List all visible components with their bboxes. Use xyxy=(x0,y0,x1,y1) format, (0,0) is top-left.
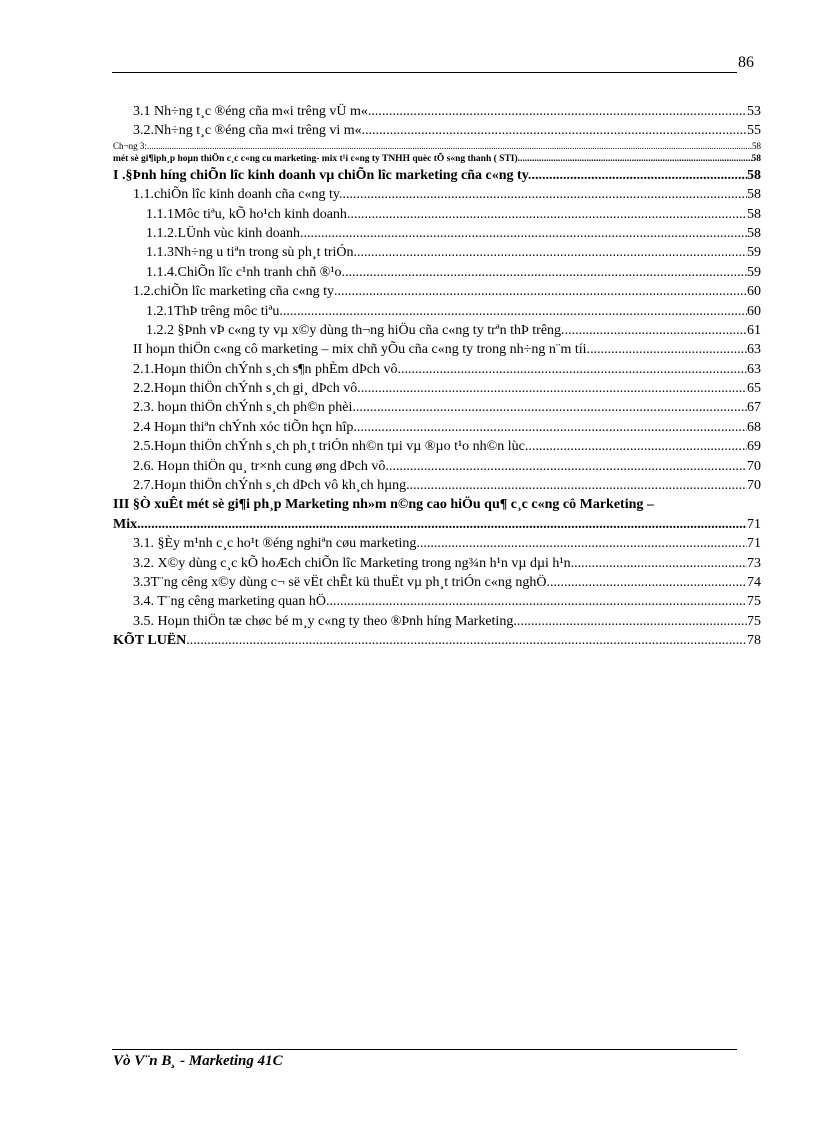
toc-entry-page: 58 xyxy=(747,225,761,241)
toc-entry-page: 71 xyxy=(747,516,761,532)
toc-entry-title: Mix xyxy=(113,516,138,532)
toc-entry xyxy=(113,515,761,534)
toc-entry xyxy=(113,631,761,650)
toc-leader-dots xyxy=(518,152,752,166)
toc-entry xyxy=(113,121,761,140)
toc-entry-page: 70 xyxy=(747,478,761,494)
toc-entry-title: 2.2.Hoµn thiÖn chÝnh s¸ch gi¸ dÞch vô. xyxy=(133,381,361,397)
toc-leader-dots xyxy=(362,121,747,140)
toc-leader-dots xyxy=(186,631,747,650)
toc-leader-dots xyxy=(397,360,747,379)
toc-entry-title: 2.5.Hoµn thiÖn chÝnh s¸ch ph¸t triÓn nh©n tµi vµ ®µo t¹o nh©n lùc. xyxy=(133,439,529,455)
toc-entry xyxy=(113,437,761,456)
toc-entry-page: 58 xyxy=(747,167,761,183)
toc-entry-page: 58 xyxy=(747,206,761,222)
toc-entry xyxy=(113,141,761,152)
toc-entry xyxy=(113,205,761,224)
toc-leader-dots xyxy=(334,282,747,301)
toc-entry-page: 67 xyxy=(747,400,761,416)
header-rule xyxy=(112,72,737,73)
toc-entry-page: 78 xyxy=(747,633,761,649)
toc-entry-title: 3.5. Hoµn thiÖn tæ chøc bé m¸y c«ng ty theo ®Þnh híng Marketing xyxy=(133,613,514,629)
toc-entry-page: 58 xyxy=(747,187,761,203)
toc-entry xyxy=(113,457,761,476)
toc-leader-dots xyxy=(137,515,747,534)
toc-entry-page: 69 xyxy=(747,439,761,455)
toc-leader-dots xyxy=(347,205,747,224)
toc-entry-title: KÕT LUËN xyxy=(113,633,187,649)
toc-entry xyxy=(113,554,761,573)
toc-entry-page: 60 xyxy=(747,284,761,300)
toc-leader-dots xyxy=(303,224,747,243)
toc-leader-dots xyxy=(385,457,747,476)
table-of-contents xyxy=(113,102,761,651)
toc-entry-page: 68 xyxy=(747,419,761,435)
toc-leader-dots xyxy=(371,102,747,121)
toc-entry xyxy=(113,592,761,611)
toc-entry xyxy=(113,102,761,121)
toc-entry-title: 3.3T¨ng cêng x©y dùng c¬ së vËt chÊt kü thuËt vµ ph¸t triÓn c«ng nghÖ xyxy=(133,574,547,590)
toc-entry-title: 1.1.4.ChiÕn lîc c¹nh tranh chñ ®¹o xyxy=(146,264,342,280)
toc-entry-title: 2.7.Hoµn thiÖn chÝnh s¸ch dÞch vô kh¸ch hµng xyxy=(133,478,407,494)
footer-rule xyxy=(112,1049,737,1050)
toc-entry-page: 59 xyxy=(747,264,761,280)
toc-entry xyxy=(113,263,761,282)
toc-leader-dots xyxy=(326,592,747,611)
toc-entry-page: 71 xyxy=(747,536,761,552)
toc-entry xyxy=(113,282,761,301)
toc-entry xyxy=(113,243,761,262)
toc-leader-dots xyxy=(353,418,747,437)
toc-leader-dots xyxy=(361,379,747,398)
toc-entry-title: 2.6. Hoµn thiÖn qu¸ tr×nh cung øng dÞch vô xyxy=(133,458,386,474)
toc-entry xyxy=(113,340,761,359)
toc-entry-title: mét sè gi¶iph¸p hoµn thiÖn c¸c c«ng cu marketing- mix t¹i c«ng ty TNHH quèc tÕ s«ng thanh ( STI) xyxy=(113,153,518,164)
toc-entry-page: 60 xyxy=(747,303,761,319)
toc-leader-dots xyxy=(513,612,747,631)
toc-entry-title: III §Ò xuÊt mét sè gi¶i ph¸p Marketing nh»m n©ng cao hiÖu qu¶ c¸c c«ng cô Marketing – xyxy=(113,497,654,513)
toc-leader-dots xyxy=(531,166,747,185)
toc-entry-title: 2.3. hoµn thiÖn chÝnh s¸ch ph©n phèi. xyxy=(133,400,356,416)
toc-entry-page: 75 xyxy=(747,594,761,610)
toc-entry-page: 75 xyxy=(747,613,761,629)
toc-entry-page: 63 xyxy=(747,361,761,377)
toc-leader-dots xyxy=(565,321,747,340)
toc-entry xyxy=(113,166,761,185)
toc-entry-title: 1.1.chiÕn lîc kinh doanh cña c«ng ty. xyxy=(133,187,343,203)
toc-entry-page: 70 xyxy=(747,458,761,474)
toc-entry-heading-wrapped xyxy=(113,495,761,514)
toc-entry xyxy=(113,360,761,379)
toc-entry-page: 58 xyxy=(751,153,761,164)
toc-leader-dots xyxy=(546,573,747,592)
page-number: 86 xyxy=(738,54,754,71)
toc-entry-title: 3.1. §Èy m¹nh c¸c ho¹t ®éng nghiªn cøu marketing xyxy=(133,536,417,552)
toc-entry-title: 3.2.Nh÷ng t¸c ®éng cña m«i trêng vi m« xyxy=(133,123,362,139)
toc-leader-dots xyxy=(147,141,752,152)
toc-leader-dots xyxy=(356,398,747,417)
toc-entry xyxy=(113,612,761,631)
toc-entry-title: 3.2. X©y dùng c¸c kÕ hoÆch chiÕn lîc Marketing trong ng¾n h¹n vµ dµi h¹n xyxy=(133,555,571,571)
toc-entry-title: 1.1.1Môc tiªu, kÕ ho¹ch kinh doanh xyxy=(146,206,347,222)
toc-entry xyxy=(113,534,761,553)
toc-entry-page: 65 xyxy=(747,381,761,397)
toc-entry-title: 3.4. T¨ng cêng marketing quan hÖ xyxy=(133,594,326,610)
toc-entry-title: 1.1.3Nh÷ng u tiªn trong sù ph¸t triÓn xyxy=(146,245,354,261)
toc-entry-page: 58 xyxy=(752,140,761,151)
toc-entry xyxy=(113,573,761,592)
toc-entry-page: 73 xyxy=(747,555,761,571)
toc-entry-title: II hoµn thiÖn c«ng cô marketing – mix chñ yÕu cña c«ng ty trong nh÷ng n¨m tíi. xyxy=(133,342,591,358)
toc-entry xyxy=(113,224,761,243)
toc-entry-title: I .§Þnh híng chiÕn lîc kinh doanh vµ chiÕn lîc marketing cña c«ng ty. xyxy=(113,167,532,183)
toc-leader-dots xyxy=(406,476,747,495)
toc-entry-title: 1.2.2 §Þnh vÞ c«ng ty vµ x©y dùng th¬ng hiÖu cña c«ng ty trªn thÞ trêng. xyxy=(146,322,565,338)
footer-author: Vò V¨n B¸ - Marketing 41C xyxy=(113,1053,283,1069)
toc-entry-title: 1.2.chiÕn lîc marketing cña c«ng ty xyxy=(133,284,334,300)
toc-leader-dots xyxy=(590,340,747,359)
toc-entry-page: 74 xyxy=(747,574,761,590)
toc-entry-page: 59 xyxy=(747,245,761,261)
toc-entry xyxy=(113,379,761,398)
toc-entry-page: 53 xyxy=(747,104,761,119)
toc-entry-page: 61 xyxy=(747,322,761,338)
toc-leader-dots xyxy=(279,302,747,321)
toc-leader-dots xyxy=(354,243,747,262)
toc-entry-title: 3.1 Nh÷ng t¸c ®éng cña m«i trêng vÜ m«. xyxy=(133,104,372,119)
toc-entry xyxy=(113,152,761,166)
toc-entry xyxy=(113,302,761,321)
toc-entry-title: 1.2.1ThÞ trêng môc tiªu xyxy=(146,303,280,319)
toc-entry-title: Ch¬ng 3: xyxy=(113,140,147,151)
toc-entry xyxy=(113,398,761,417)
toc-entry-title: 2.4 Hoµn thiªn chÝnh xóc tiÕn hçn hîp xyxy=(133,419,354,435)
toc-leader-dots xyxy=(571,554,747,573)
toc-leader-dots xyxy=(416,534,747,553)
toc-entry xyxy=(113,476,761,495)
toc-entry xyxy=(113,418,761,437)
toc-entry-page: 55 xyxy=(747,123,761,139)
toc-entry xyxy=(113,185,761,204)
toc-leader-dots xyxy=(528,437,747,456)
toc-entry-title: 2.1.Hoµn thiÖn chÝnh s¸ch s¶n phÈm dÞch vô xyxy=(133,361,398,377)
toc-entry-title: 1.1.2.LÜnh vùc kinh doanh. xyxy=(146,225,304,241)
toc-entry xyxy=(113,321,761,340)
toc-leader-dots xyxy=(342,185,747,204)
toc-entry-page: 63 xyxy=(747,342,761,358)
toc-leader-dots xyxy=(342,263,747,282)
